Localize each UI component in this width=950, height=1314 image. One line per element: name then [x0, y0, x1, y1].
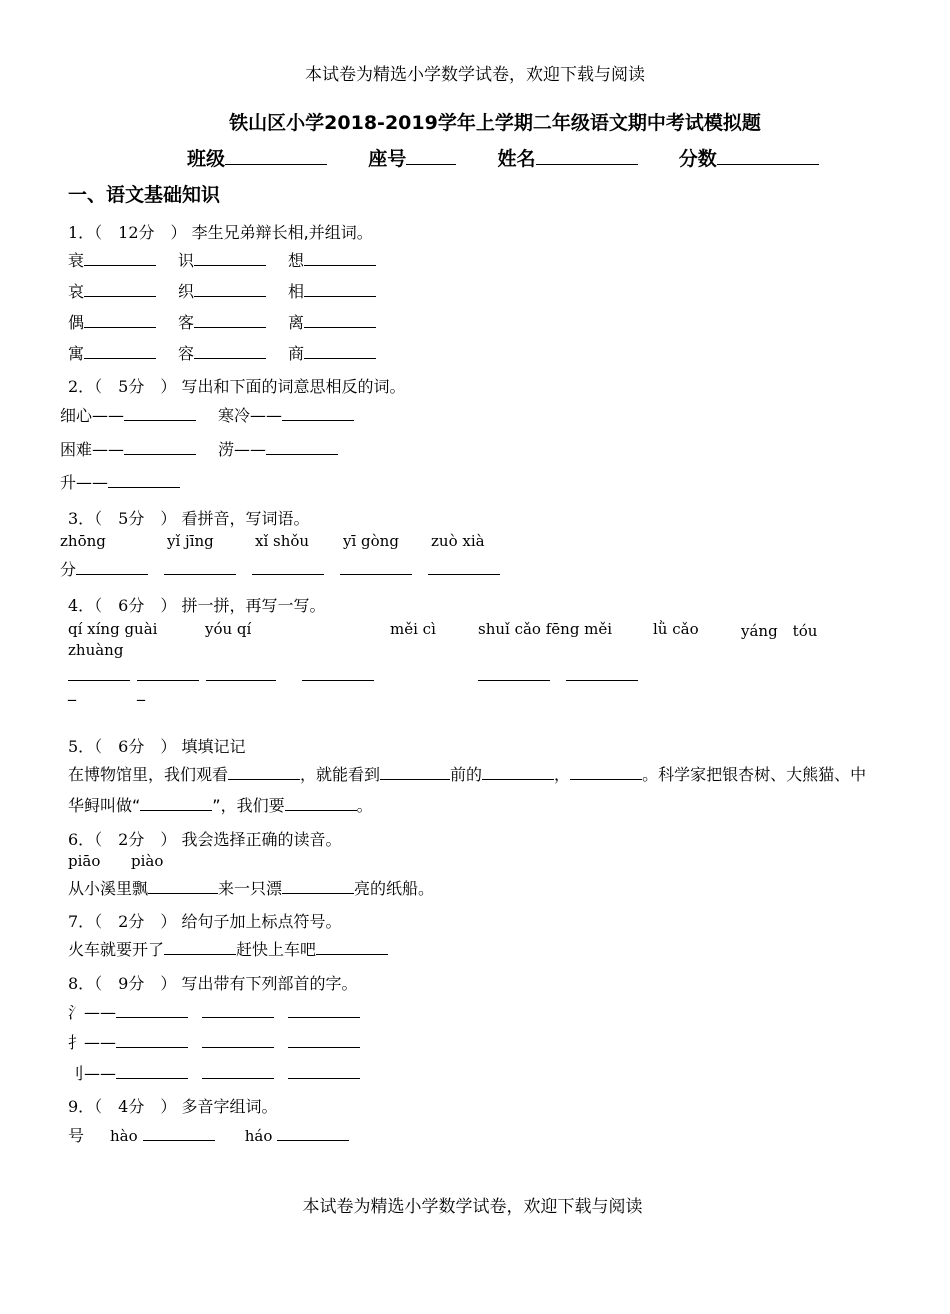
- answer-blank[interactable]: [143, 1126, 215, 1141]
- answer-blank[interactable]: [478, 666, 550, 681]
- q9-reading: hào: [110, 1127, 138, 1145]
- name-blank[interactable]: [536, 150, 638, 165]
- q4-pinyin-5: lǜ cǎo: [653, 620, 699, 638]
- answer-blank[interactable]: [285, 796, 357, 811]
- q5-number: 5．（ 6分 ）: [68, 737, 177, 756]
- answer-blank[interactable]: [116, 1033, 188, 1048]
- answer-blank[interactable]: [288, 1033, 360, 1048]
- q8-row-2: [68, 1030, 360, 1053]
- section-title: 一、语文基础知识: [68, 184, 221, 206]
- q1-char: 商: [288, 344, 305, 363]
- answer-blank[interactable]: [206, 666, 276, 681]
- q1-char: 织: [178, 282, 195, 301]
- q1-row-1: [68, 248, 376, 271]
- q4-pinyin-2: yóu qí: [205, 620, 252, 638]
- q1-number: 1．（ 12分 ）: [68, 223, 187, 242]
- answer-blank[interactable]: [76, 560, 148, 575]
- answer-blank[interactable]: [116, 1003, 188, 1018]
- q1-char: 衰: [68, 251, 85, 270]
- question-3: [68, 506, 309, 529]
- answer-blank[interactable]: [304, 251, 376, 266]
- answer-blank[interactable]: [194, 251, 266, 266]
- q8-row-1: [68, 1000, 360, 1023]
- question-6: [68, 827, 341, 850]
- q1-char: 离: [288, 313, 305, 332]
- q3-pinyin-1: zhōng: [60, 532, 106, 550]
- q9-reading: háo: [244, 1127, 273, 1145]
- question-9: [68, 1094, 277, 1117]
- name-label: 姓名: [497, 148, 536, 170]
- answer-blank[interactable]: [302, 666, 374, 681]
- answer-blank[interactable]: [277, 1126, 349, 1141]
- q3-pinyin-4: yī gòng: [343, 532, 399, 550]
- answer-blank[interactable]: [316, 940, 388, 955]
- q4-pinyin-1: qí xíng guài: [68, 620, 158, 638]
- answer-blank[interactable]: [84, 282, 156, 297]
- q9-number: 9．（ 4分 ）: [68, 1097, 177, 1116]
- q6-number: 6．（ 2分 ）: [68, 830, 177, 849]
- q3-answer-row: [60, 557, 500, 580]
- q7-number: 7．（ 2分 ）: [68, 912, 177, 931]
- q1-row-4: [68, 341, 376, 364]
- q5-text-part: 前的: [450, 765, 483, 784]
- class-blank[interactable]: [225, 150, 327, 165]
- q7-sentence: [68, 937, 388, 960]
- q4-pinyin-wrap: zhuàng: [68, 641, 124, 659]
- q2-word: 升——: [60, 473, 109, 492]
- answer-blank[interactable]: [304, 313, 376, 328]
- q5-text-part: ，: [554, 765, 571, 784]
- q2-word: 寒冷——: [218, 406, 283, 425]
- q1-row-3: [68, 310, 376, 333]
- q9-text: 多音字组词。: [181, 1097, 278, 1116]
- q5-text-part: 华鲟叫做“: [68, 796, 141, 815]
- q1-char: 哀: [68, 282, 85, 301]
- answer-blank[interactable]: [566, 666, 638, 681]
- q7-text-part: 赶快上车吧: [236, 940, 317, 959]
- q4-underscore: _: [137, 682, 145, 701]
- q4-number: 4．（ 6分 ）: [68, 596, 177, 615]
- q2-word: 细心——: [60, 406, 125, 425]
- info-line: [187, 144, 819, 171]
- answer-blank[interactable]: [482, 765, 554, 780]
- question-8: [68, 971, 357, 994]
- answer-blank[interactable]: [164, 560, 236, 575]
- seat-label: 座号: [368, 148, 407, 170]
- q6-text: 我会选择正确的读音。: [181, 830, 342, 849]
- q7-text: 给句子加上标点符号。: [181, 912, 342, 931]
- answer-blank[interactable]: [116, 1064, 188, 1079]
- answer-blank[interactable]: [202, 1003, 274, 1018]
- q8-radical: 扌——: [68, 1033, 117, 1052]
- question-4: [68, 593, 325, 616]
- exam-title: 铁山区小学2018-2019学年上学期二年级语文期中考试模拟题: [229, 112, 761, 134]
- answer-blank[interactable]: [304, 282, 376, 297]
- q6-text-part: 亮的纸船。: [354, 879, 435, 898]
- answer-blank[interactable]: [202, 1064, 274, 1079]
- q5-text: 填填记记: [181, 737, 246, 756]
- q2-word: 涝——: [218, 440, 267, 459]
- answer-blank[interactable]: [288, 1003, 360, 1018]
- answer-blank[interactable]: [282, 879, 354, 894]
- question-5: [68, 734, 245, 757]
- answer-blank[interactable]: [108, 473, 180, 488]
- q3-first-char: 分: [60, 560, 77, 579]
- q8-number: 8．（ 9分 ）: [68, 974, 177, 993]
- q2-row-3: [60, 470, 180, 493]
- answer-blank[interactable]: [288, 1064, 360, 1079]
- q5-text-part: 在博物馆里，我们观看: [68, 765, 229, 784]
- q3-number: 3．（ 5分 ）: [68, 509, 177, 528]
- answer-blank[interactable]: [194, 344, 266, 359]
- seat-blank[interactable]: [406, 150, 456, 165]
- q6-text-part: 从小溪里飘: [68, 879, 149, 898]
- question-7: [68, 909, 341, 932]
- q4-text: 拼一拼，再写一写。: [181, 596, 326, 615]
- q6-pinyin-1: piāo: [68, 852, 101, 870]
- q1-char: 容: [178, 344, 195, 363]
- q2-row-2: [60, 437, 338, 460]
- q2-row-1: [60, 403, 354, 426]
- q8-radical: 刂——: [68, 1064, 117, 1083]
- answer-blank[interactable]: [380, 765, 450, 780]
- answer-blank[interactable]: [124, 406, 196, 421]
- q3-text: 看拼音，写词语。: [181, 509, 310, 528]
- q6-text-part: 来一只漂: [218, 879, 283, 898]
- q8-radical: 氵——: [68, 1003, 117, 1022]
- q6-pinyin-2: piào: [131, 852, 164, 870]
- q1-char: 寓: [68, 344, 85, 363]
- answer-blank[interactable]: [194, 282, 266, 297]
- answer-blank[interactable]: [84, 344, 156, 359]
- q2-number: 2．（ 5分 ）: [68, 377, 177, 396]
- answer-blank[interactable]: [340, 560, 412, 575]
- score-blank[interactable]: [717, 150, 819, 165]
- q5-text-part: ”，我们要: [212, 796, 285, 815]
- answer-blank[interactable]: [84, 251, 156, 266]
- q8-text: 写出带有下列部首的字。: [181, 974, 358, 993]
- answer-blank[interactable]: [252, 560, 324, 575]
- q4-pinyin-6: yáng tóu: [741, 622, 818, 640]
- q4-underscore: _: [68, 682, 76, 701]
- q1-text: 李生兄弟辩长相,并组词。: [191, 223, 373, 242]
- answer-blank[interactable]: [228, 765, 300, 780]
- question-2: [68, 374, 405, 397]
- q3-pinyin-2: yǐ jīng: [167, 532, 214, 550]
- answer-blank[interactable]: [140, 796, 212, 811]
- answer-blank[interactable]: [124, 440, 196, 455]
- page-footer: 本试卷为精选小学数学试卷，欢迎下载与阅读: [302, 1197, 643, 1217]
- q1-char: 想: [288, 251, 305, 270]
- question-1: [68, 220, 373, 243]
- q7-text-part: 火车就要开了: [68, 940, 165, 959]
- answer-blank[interactable]: [148, 879, 218, 894]
- answer-blank[interactable]: [84, 313, 156, 328]
- q1-char: 偶: [68, 313, 85, 332]
- answer-blank[interactable]: [570, 765, 642, 780]
- page-header: 本试卷为精选小学数学试卷，欢迎下载与阅读: [305, 65, 645, 85]
- answer-blank[interactable]: [282, 406, 354, 421]
- q9-char: 号: [68, 1126, 85, 1145]
- answer-blank[interactable]: [164, 940, 236, 955]
- q1-char: 客: [178, 313, 195, 332]
- q5-text-part: ，就能看到: [300, 765, 381, 784]
- q2-word: 困难——: [60, 440, 125, 459]
- q5-line-2: [68, 793, 373, 816]
- answer-blank[interactable]: [266, 440, 338, 455]
- q1-char: 识: [178, 251, 195, 270]
- class-label: 班级: [187, 148, 226, 170]
- answer-blank[interactable]: [68, 666, 130, 681]
- answer-blank[interactable]: [137, 666, 199, 681]
- answer-blank[interactable]: [428, 560, 500, 575]
- q5-text-part: 。: [356, 796, 373, 815]
- q5-text-part: 。科学家把银杏树、大熊猫、中: [642, 765, 867, 784]
- answer-blank[interactable]: [194, 313, 266, 328]
- score-label: 分数: [678, 148, 717, 170]
- q1-row-2: [68, 279, 376, 302]
- answer-blank[interactable]: [304, 344, 376, 359]
- answer-blank[interactable]: [202, 1033, 274, 1048]
- q3-pinyin-3: xǐ shǒu: [255, 532, 310, 550]
- q5-line-1: [68, 762, 866, 785]
- q9-row: [68, 1123, 349, 1146]
- q6-sentence: [68, 876, 434, 899]
- q1-char: 相: [288, 282, 305, 301]
- q2-text: 写出和下面的词意思相反的词。: [181, 377, 406, 396]
- q8-row-3: [68, 1061, 360, 1084]
- q4-pinyin-3: měi cì: [390, 620, 436, 638]
- q4-pinyin-4: shuǐ cǎo fēng měi: [478, 620, 613, 638]
- q3-pinyin-5: zuò xià: [431, 532, 485, 550]
